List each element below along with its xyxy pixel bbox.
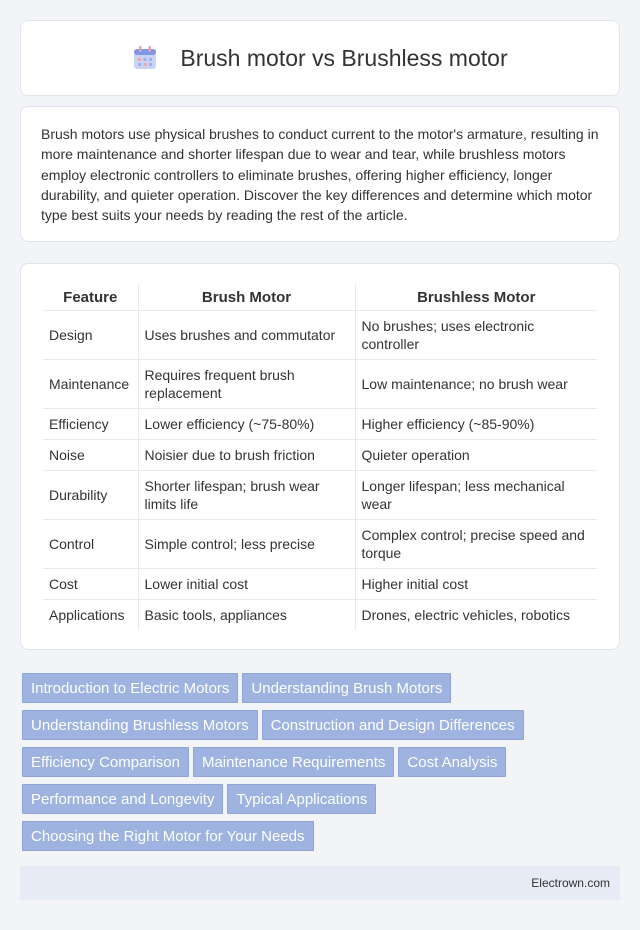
topic-link[interactable]: Cost Analysis — [398, 747, 506, 777]
brush-motor-cell: Uses brushes and commutator — [138, 310, 355, 359]
brush-motor-cell: Lower initial cost — [138, 568, 355, 599]
table-row — [43, 470, 597, 519]
brush-motor-cell: Noisier due to brush friction — [138, 439, 355, 470]
related-links — [22, 673, 622, 858]
table-row — [43, 439, 597, 470]
feature-cell: Maintenance — [43, 359, 138, 408]
calendar-icon — [132, 45, 158, 71]
brush-motor-cell: Lower efficiency (~75-80%) — [138, 408, 355, 439]
topic-link[interactable]: Choosing the Right Motor for Your Needs — [22, 821, 314, 851]
topic-link[interactable]: Understanding Brushless Motors — [22, 710, 258, 740]
feature-cell: Control — [43, 519, 138, 568]
footer — [20, 866, 620, 900]
brushless-motor-cell: Low maintenance; no brush wear — [355, 359, 597, 408]
table-row — [43, 599, 597, 630]
brushless-motor-cell: Higher initial cost — [355, 568, 597, 599]
brush-motor-cell: Shorter lifespan; brush wear limits life — [138, 470, 355, 519]
topic-link[interactable]: Performance and Longevity — [22, 784, 223, 814]
intro-text: Brush motors use physical brushes to conduct current to the motor's armature, resulting in more maintenance and shorter lifespan due to wear and tear, while brushless motors employ electronic controllers to eliminate brushes, offering higher efficiency, longer durability, and quieter operation. Discover the key differences and determine which motor type best suits your needs by reading the rest of the article. — [41, 126, 599, 224]
table-row — [43, 310, 597, 359]
page-title: Brush motor vs Brushless motor — [180, 44, 508, 71]
feature-cell: Applications — [43, 599, 138, 630]
topic-link[interactable]: Understanding Brush Motors — [242, 673, 451, 703]
feature-cell: Cost — [43, 568, 138, 599]
brushless-motor-cell: No brushes; uses electronic controller — [355, 310, 597, 359]
table-header-row — [43, 284, 597, 310]
title-card — [20, 20, 620, 96]
table-row — [43, 359, 597, 408]
brush-motor-cell: Requires frequent brush replacement — [138, 359, 355, 408]
column-header: Brushless Motor — [417, 288, 536, 306]
brushless-motor-cell: Longer lifespan; less mechanical wear — [355, 470, 597, 519]
topic-link[interactable]: Efficiency Comparison — [22, 747, 189, 777]
intro-card — [20, 106, 620, 242]
topic-link[interactable]: Maintenance Requirements — [193, 747, 394, 777]
brushless-motor-cell: Complex control; precise speed and torque — [355, 519, 597, 568]
table-row — [43, 519, 597, 568]
feature-cell: Noise — [43, 439, 138, 470]
feature-cell: Durability — [43, 470, 138, 519]
column-header: Feature — [43, 284, 138, 310]
comparison-table-card — [20, 263, 620, 650]
table-row — [43, 568, 597, 599]
brushless-motor-cell: Quieter operation — [355, 439, 597, 470]
table-row — [43, 408, 597, 439]
footer-site: Electrown.com — [531, 876, 610, 890]
brushless-motor-cell: Drones, electric vehicles, robotics — [355, 599, 597, 630]
topic-link[interactable]: Typical Applications — [227, 784, 376, 814]
feature-cell: Design — [43, 310, 138, 359]
brush-motor-cell: Simple control; less precise — [138, 519, 355, 568]
topic-link[interactable]: Construction and Design Differences — [262, 710, 524, 740]
comparison-table — [43, 284, 597, 630]
column-header: Brush Motor — [138, 284, 355, 310]
topic-link[interactable]: Introduction to Electric Motors — [22, 673, 238, 703]
brushless-motor-cell: Higher efficiency (~85-90%) — [355, 408, 597, 439]
feature-cell: Efficiency — [43, 408, 138, 439]
brush-motor-cell: Basic tools, appliances — [138, 599, 355, 630]
